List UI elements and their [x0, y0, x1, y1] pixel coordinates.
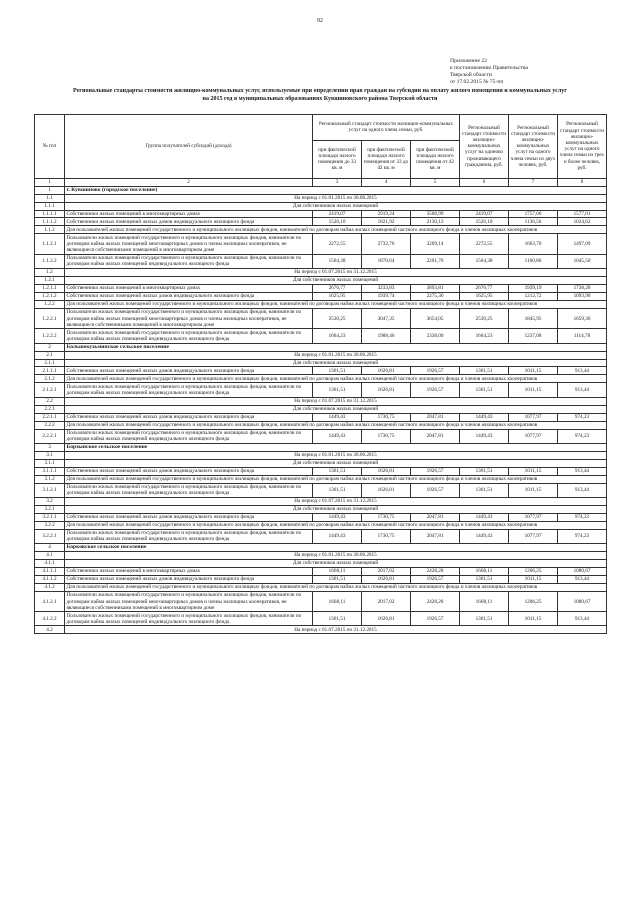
- header-col8: Региональный стандарт стоимости жилищно-коммунальных услуг на одного члена семьи из трех и более человек, руб.: [558, 115, 607, 179]
- period-row: [35, 626, 607, 634]
- header-col6: Региональный стандарт стоимости жилищно-коммунальных услуг на одиноко проживающего гражданина, руб.: [460, 115, 509, 179]
- value-cell: 1449,43: [313, 529, 362, 543]
- table-row: [35, 483, 607, 497]
- document-title: [40, 87, 600, 103]
- value-cell: 1564,38: [313, 254, 362, 268]
- value-cell: 2130,12: [411, 218, 460, 226]
- header-standard-span: Региональный стандарт стоимости жилищно-коммунальных услуг на одного члена семьи, руб.: [313, 115, 460, 141]
- value-cell: 1011,15: [509, 575, 558, 583]
- period-row: [35, 451, 607, 459]
- row-number: 3.1.1.1: [35, 467, 65, 475]
- group-label: Собственники жилых помещений жилых домов индивидуального жилищного фонда: [65, 513, 313, 521]
- row-number: 2.1.2.1: [35, 383, 65, 397]
- period-label: На период с 01.07.2015 по 31.12.2015: [65, 626, 607, 634]
- period-label: На период с 01.01.2015 по 30.06.2015: [65, 451, 607, 459]
- category-row: [35, 521, 607, 529]
- row-number: 3.1.2.1: [35, 483, 65, 497]
- row-number: 2.1: [35, 351, 65, 359]
- period-label: Для собственников жилых помещений: [65, 277, 607, 285]
- section-title: Борковское сельское поселение: [65, 544, 607, 552]
- value-cell: 1077,97: [509, 513, 558, 521]
- column-number: 3: [313, 178, 362, 186]
- value-cell: 1659,36: [558, 308, 607, 328]
- group-label: Собственники жилых помещений жилых домов индивидуального жилищного фонда: [65, 218, 313, 226]
- group-label: Собственники жилых помещений жилых домов индивидуального жилищного фонда: [65, 467, 313, 475]
- value-cell: 2338,00: [411, 329, 460, 343]
- period-row: [35, 351, 607, 359]
- standards-table: [34, 114, 607, 634]
- value-cell: 1926,57: [411, 383, 460, 397]
- value-cell: 1361,51: [313, 575, 362, 583]
- header-sub3: при фактической площади жилого помещения от 42 кв. м: [411, 140, 460, 178]
- value-cell: 1080,67: [558, 591, 607, 611]
- period-label: Для собственников жилых помещений: [65, 405, 607, 413]
- period-label: На период с 01.01.2015 по 30.06.2015: [65, 351, 607, 359]
- value-cell: 1664,23: [460, 329, 509, 343]
- value-cell: 1926,57: [411, 483, 460, 497]
- value-cell: 2732,76: [362, 234, 411, 254]
- value-cell: 1449,43: [460, 529, 509, 543]
- row-number: 2.1.1.1: [35, 367, 65, 375]
- category-row: [35, 475, 607, 483]
- value-cell: 1845,95: [509, 308, 558, 328]
- value-cell: 1011,15: [509, 367, 558, 375]
- row-number: 2.2.1: [35, 405, 65, 413]
- value-cell: 3233,83: [362, 285, 411, 293]
- row-number: 1.1.1.2: [35, 218, 65, 226]
- value-cell: 1757,00: [509, 210, 558, 218]
- value-cell: 1626,81: [362, 483, 411, 497]
- header-row: [35, 115, 607, 141]
- value-cell: 974,23: [558, 413, 607, 421]
- approval-block: [450, 58, 610, 86]
- value-cell: 3654,05: [411, 308, 460, 328]
- header-num: № п/п: [35, 115, 65, 179]
- period-row: [35, 497, 607, 505]
- group-label: Собственники жилых помещений жилых домов индивидуального жилищного фонда: [65, 292, 313, 300]
- row-number: 1.1.2.2: [35, 254, 65, 268]
- table-row: [35, 218, 607, 226]
- value-cell: 1011,15: [509, 483, 558, 497]
- row-number: 2.2.2: [35, 421, 65, 429]
- value-cell: 1045,50: [558, 254, 607, 268]
- table-row: [35, 575, 607, 583]
- row-number: 1.1.1.1: [35, 210, 65, 218]
- value-cell: 913,44: [558, 612, 607, 626]
- period-row: [35, 194, 607, 202]
- row-number: 3.2.1.1: [35, 513, 65, 521]
- row-number: 2.1.2: [35, 375, 65, 383]
- value-cell: 2428,28: [411, 591, 460, 611]
- value-cell: 1449,43: [313, 513, 362, 521]
- category-label: Для пользователей жилых помещений государственного и муниципального жилищных фондов, нанимателей по договорам найма жилых помещений частного жилищного фонда и членов жилищных кооперативов: [65, 226, 607, 234]
- period-label: На период с 01.07.2015 по 31.12.2015: [65, 269, 607, 277]
- value-cell: 1449,43: [313, 413, 362, 421]
- period-label: На период с 01.07.2015 по 31.12.2015: [65, 397, 607, 405]
- value-cell: 1237,08: [509, 329, 558, 343]
- table-row: [35, 329, 607, 343]
- value-cell: 2419,07: [460, 210, 509, 218]
- table-row: [35, 234, 607, 254]
- category-row: [35, 583, 607, 591]
- value-cell: 3047,35: [362, 308, 411, 328]
- table-row: [35, 383, 607, 397]
- table-row: [35, 367, 607, 375]
- value-cell: 1361,51: [460, 575, 509, 583]
- value-cell: 1080,67: [558, 567, 607, 575]
- value-cell: 1077,97: [509, 413, 558, 421]
- value-cell: 2428,28: [411, 567, 460, 575]
- period-row: [35, 459, 607, 467]
- value-cell: 1526,10: [460, 218, 509, 226]
- title-line: Региональные стандарты стоимости жилищно-коммунальных услуг, используемые при определении прав граждан на субсидии на оплату жилого помещения и коммунальных услуг: [73, 88, 567, 94]
- group-label: Собственники жилых помещений в многоквартирных домах: [65, 210, 313, 218]
- row-number: 1.2: [35, 269, 65, 277]
- value-cell: 974,23: [558, 529, 607, 543]
- row-number: 2.2.2.1: [35, 429, 65, 443]
- row-number: 4.1: [35, 551, 65, 559]
- group-label: Пользователи жилых помещений государственного и муниципального жилищных фондов, наниматели по договорам найма жилых помещений индивидуального жилищного фонда: [65, 254, 313, 268]
- row-number: 3.2.2: [35, 521, 65, 529]
- row-number: 1.2.1.1: [35, 285, 65, 293]
- group-label: Пользователи жилых помещений государственного и муниципального жилищных фондов, наниматели по договорам найма жилых помещений многоквартирных домов и члены жилищных кооперативов, не являющиеся собственниками помещений в многоквартирном доме: [65, 591, 313, 611]
- value-cell: 1449,43: [460, 513, 509, 521]
- row-number: 2.2: [35, 397, 65, 405]
- value-cell: 1625,95: [313, 292, 362, 300]
- value-cell: 1011,15: [509, 612, 558, 626]
- section-row: [35, 443, 607, 451]
- column-number: 1: [35, 178, 65, 186]
- period-label: На период с 01.01.2015 по 30.06.2015: [65, 551, 607, 559]
- approval-line: Тверской области: [450, 72, 492, 78]
- period-row: [35, 359, 607, 367]
- table-row: [35, 254, 607, 268]
- period-label: Для собственников жилых помещений: [65, 359, 607, 367]
- period-row: [35, 202, 607, 210]
- table-row: [35, 567, 607, 575]
- value-cell: 913,44: [558, 467, 607, 475]
- row-number: 2.1.1: [35, 359, 65, 367]
- category-label: Для пользователей жилых помещений государственного и муниципального жилищных фондов, нанимателей по договорам найма жилых помещений частного жилищного фонда и членов жилищных кооперативов: [65, 421, 607, 429]
- column-numbers-row: [35, 178, 607, 186]
- value-cell: 1738,28: [558, 285, 607, 293]
- group-label: Собственники жилых помещений жилых домов индивидуального жилищного фонда: [65, 367, 313, 375]
- row-number: 4.2: [35, 626, 65, 634]
- group-label: Пользователи жилых помещений государственного и муниципального жилищных фондов, наниматели по договорам найма жилых помещений индивидуального жилищного фонда: [65, 383, 313, 397]
- table-row: [35, 413, 607, 421]
- value-cell: 2275,36: [411, 292, 460, 300]
- value-cell: 1926,57: [411, 467, 460, 475]
- row-number: 3.2.1: [35, 505, 65, 513]
- value-cell: 2419,07: [313, 210, 362, 218]
- group-label: Собственники жилых помещений жилых домов индивидуального жилищного фонда: [65, 575, 313, 583]
- value-cell: 1160,86: [509, 254, 558, 268]
- group-label: Пользователи жилых помещений государственного и муниципального жилищных фондов, наниматели по договорам найма жилых помещений индивидуального жилищного фонда: [65, 429, 313, 443]
- header-group: Группа получателей субсидий (дохода): [65, 115, 313, 179]
- group-label: Пользователи жилых помещений государственного и муниципального жилищных фондов, наниматели по договорам найма жилых помещений индивидуального жилищного фонда: [65, 483, 313, 497]
- row-number: 1.2.2: [35, 300, 65, 308]
- value-cell: 3893,81: [411, 285, 460, 293]
- row-number: 4: [35, 544, 65, 552]
- value-cell: 1361,51: [460, 483, 509, 497]
- value-cell: 2201,76: [411, 254, 460, 268]
- period-label: На период с 01.01.2015 по 30.06.2015: [65, 194, 607, 202]
- value-cell: 1625,95: [460, 292, 509, 300]
- value-cell: 1212,72: [509, 292, 558, 300]
- header-sub2: при фактической площади жилого помещения от 33 до 42 кв. м: [362, 140, 411, 178]
- value-cell: 1939,74: [362, 292, 411, 300]
- section-row: [35, 186, 607, 194]
- table-row: [35, 285, 607, 293]
- section-title: Борзынское сельское поселение: [65, 443, 607, 451]
- value-cell: 1093,90: [558, 292, 607, 300]
- value-cell: 3269,14: [411, 234, 460, 254]
- group-label: Пользователи жилых помещений государственного и муниципального жилищных фондов, наниматели по договорам найма жилых помещений многоквартирных домов и члены жилищных кооперативов, не являющиеся собственниками помещений в многоквартирном доме: [65, 308, 313, 328]
- value-cell: 1870,64: [362, 254, 411, 268]
- table-row: [35, 210, 607, 218]
- table-body: [35, 186, 607, 634]
- row-number: 4.1.1.2: [35, 575, 65, 583]
- group-label: Собственники жилых помещений в многоквартирных домах: [65, 567, 313, 575]
- value-cell: 1730,75: [362, 529, 411, 543]
- row-number: 1.2.2.1: [35, 308, 65, 328]
- row-number: 2.2.1.1: [35, 413, 65, 421]
- value-cell: 2017,02: [362, 567, 411, 575]
- category-row: [35, 421, 607, 429]
- value-cell: 2676,77: [313, 285, 362, 293]
- section-title: г. Кувшиново (городское поселение): [65, 186, 607, 194]
- value-cell: 2047,81: [411, 429, 460, 443]
- value-cell: 1730,75: [362, 429, 411, 443]
- value-cell: 2017,02: [362, 591, 411, 611]
- value-cell: 1206,25: [509, 591, 558, 611]
- row-number: 2: [35, 343, 65, 351]
- table-row: [35, 591, 607, 611]
- table-row: [35, 429, 607, 443]
- category-label: Для пользователей жилых помещений государственного и муниципального жилищных фондов, нанимателей по договорам найма жилых помещений частного жилищного фонда и членов жилищных кооперативов: [65, 300, 607, 308]
- group-label: Собственники жилых помещений в многоквартирных домах: [65, 285, 313, 293]
- value-cell: 1668,11: [460, 567, 509, 575]
- period-row: [35, 405, 607, 413]
- value-cell: 2530,25: [460, 308, 509, 328]
- group-label: Собственники жилых помещений жилых домов индивидуального жилищного фонда: [65, 413, 313, 421]
- value-cell: 1361,51: [460, 367, 509, 375]
- column-number: 7: [509, 178, 558, 186]
- row-number: 4.1.1: [35, 559, 65, 567]
- value-cell: 2272,55: [313, 234, 362, 254]
- value-cell: 2272,55: [460, 234, 509, 254]
- value-cell: 1668,11: [313, 591, 362, 611]
- row-number: 3: [35, 443, 65, 451]
- row-number: 1.1.2.1: [35, 234, 65, 254]
- value-cell: 2676,77: [460, 285, 509, 293]
- title-line: на 2015 год в муниципальных образованиях Кувшиновского района Тверской области: [202, 96, 438, 102]
- table-row: [35, 612, 607, 626]
- value-cell: 1114,78: [558, 329, 607, 343]
- row-number: 1.2.1.2: [35, 292, 65, 300]
- table-row: [35, 529, 607, 543]
- value-cell: 1730,75: [362, 513, 411, 521]
- period-label: Для собственников жилых помещений: [65, 559, 607, 567]
- value-cell: 1664,23: [313, 329, 362, 343]
- period-row: [35, 397, 607, 405]
- row-number: 3.1.1: [35, 459, 65, 467]
- value-cell: 1926,57: [411, 575, 460, 583]
- period-row: [35, 551, 607, 559]
- value-cell: 1730,75: [362, 413, 411, 421]
- section-row: [35, 544, 607, 552]
- column-number: 5: [411, 178, 460, 186]
- value-cell: 1926,57: [411, 367, 460, 375]
- value-cell: 2530,25: [313, 308, 362, 328]
- approval-line: от 17.02.2015 № 75-пп: [450, 79, 504, 85]
- value-cell: 1526,10: [313, 218, 362, 226]
- category-label: Для пользователей жилых помещений государственного и муниципального жилищных фондов, нанимателей по договорам найма жилых помещений частного жилищного фонда и членов жилищных кооперативов: [65, 475, 607, 483]
- value-cell: 1206,25: [509, 567, 558, 575]
- value-cell: 1361,51: [313, 467, 362, 475]
- header-col7: Региональный стандарт стоимости жилищно-коммунальных услуг на одного члена семьи из двух человек, руб.: [509, 115, 558, 179]
- value-cell: 974,23: [558, 513, 607, 521]
- value-cell: 1077,97: [509, 429, 558, 443]
- table-row: [35, 513, 607, 521]
- value-cell: 1136,50: [509, 218, 558, 226]
- row-number: 4.1.2: [35, 583, 65, 591]
- value-cell: 913,44: [558, 367, 607, 375]
- row-number: 1.1: [35, 194, 65, 202]
- table-row: [35, 467, 607, 475]
- section-title: Большекузьминское сельское поселение: [65, 343, 607, 351]
- page-number: 92: [317, 18, 323, 24]
- value-cell: 1011,15: [509, 467, 558, 475]
- row-number: 3.2.2.1: [35, 529, 65, 543]
- value-cell: 974,23: [558, 429, 607, 443]
- value-cell: 1668,11: [460, 591, 509, 611]
- category-row: [35, 226, 607, 234]
- row-number: 1: [35, 186, 65, 194]
- table-row: [35, 292, 607, 300]
- period-label: Для собственников жилых помещений: [65, 505, 607, 513]
- row-number: 4.1.1.1: [35, 567, 65, 575]
- value-cell: 1663,70: [509, 234, 558, 254]
- value-cell: 1361,51: [313, 483, 362, 497]
- value-cell: 2047,81: [411, 413, 460, 421]
- value-cell: 1626,81: [362, 612, 411, 626]
- value-cell: 1361,51: [460, 383, 509, 397]
- row-number: 3.2: [35, 497, 65, 505]
- column-number: 4: [362, 178, 411, 186]
- value-cell: 2047,81: [411, 529, 460, 543]
- period-row: [35, 277, 607, 285]
- value-cell: 2047,81: [411, 513, 460, 521]
- value-cell: 1449,43: [460, 413, 509, 421]
- row-number: 1.2.1: [35, 277, 65, 285]
- column-number: 2: [65, 178, 313, 186]
- value-cell: 1626,81: [362, 367, 411, 375]
- table-row: [35, 308, 607, 328]
- value-cell: 1361,51: [313, 367, 362, 375]
- period-row: [35, 269, 607, 277]
- value-cell: 2919,24: [362, 210, 411, 218]
- value-cell: 1361,51: [460, 467, 509, 475]
- value-cell: 1361,51: [460, 612, 509, 626]
- value-cell: 1449,43: [313, 429, 362, 443]
- value-cell: 1361,51: [313, 383, 362, 397]
- category-label: Для пользователей жилых помещений государственного и муниципального жилищных фондов, нанимателей по договорам найма жилых помещений частного жилищного фонда и членов жилищных кооперативов: [65, 375, 607, 383]
- approval-line: к постановлению Правительства: [450, 65, 528, 71]
- section-row: [35, 343, 607, 351]
- value-cell: 1577,01: [558, 210, 607, 218]
- period-label: Для собственников жилых помещений: [65, 202, 607, 210]
- value-cell: 1626,81: [362, 575, 411, 583]
- value-cell: 1821,92: [362, 218, 411, 226]
- group-label: Пользователи жилых помещений государственного и муниципального жилищных фондов, наниматели по договорам найма жилых помещений индивидуального жилищного фонда: [65, 612, 313, 626]
- value-cell: 1626,81: [362, 467, 411, 475]
- row-number: 1.2.2.2: [35, 329, 65, 343]
- value-cell: 1564,38: [460, 254, 509, 268]
- category-row: [35, 300, 607, 308]
- value-cell: 1011,15: [509, 383, 558, 397]
- approval-line: Приложение 22: [450, 58, 488, 64]
- value-cell: 1668,11: [313, 567, 362, 575]
- row-number: 1.1.1: [35, 202, 65, 210]
- value-cell: 913,44: [558, 575, 607, 583]
- category-row: [35, 375, 607, 383]
- group-label: Пользователи жилых помещений государственного и муниципального жилищных фондов, наниматели по договорам найма жилых помещений индивидуального жилищного фонда: [65, 329, 313, 343]
- group-label: Пользователи жилых помещений государственного и муниципального жилищных фондов, наниматели по договорам найма жилых помещений многоквартирных домов и члены жилищных кооперативов, не являющиеся собственниками помещений в многоквартирном доме: [65, 234, 313, 254]
- period-label: Для собственников жилых помещений: [65, 459, 607, 467]
- row-number: 3.1: [35, 451, 65, 459]
- value-cell: 1361,51: [313, 612, 362, 626]
- column-number: 8: [558, 178, 607, 186]
- value-cell: 1939,19: [509, 285, 558, 293]
- row-number: 1.1.2: [35, 226, 65, 234]
- category-label: Для пользователей жилых помещений государственного и муниципального жилищных фондов, нанимателей по договорам найма жилых помещений частного жилищного фонда и членов жилищных кооперативов: [65, 521, 607, 529]
- category-label: Для пользователей жилых помещений государственного и муниципального жилищных фондов, нанимателей по договорам найма жилых помещений частного жилищного фонда и членов жилищных кооперативов: [65, 583, 607, 591]
- value-cell: 1626,81: [362, 383, 411, 397]
- row-number: 4.1.2.2: [35, 612, 65, 626]
- period-row: [35, 559, 607, 567]
- value-cell: 1926,57: [411, 612, 460, 626]
- group-label: Пользователи жилых помещений государственного и муниципального жилищных фондов, наниматели по договорам найма жилых помещений индивидуального жилищного фонда: [65, 529, 313, 543]
- value-cell: 3508,99: [411, 210, 460, 218]
- column-number: 6: [460, 178, 509, 186]
- value-cell: 1497,09: [558, 234, 607, 254]
- header-sub1: при фактической площади жилого помещения до 33 кв. м: [313, 140, 362, 178]
- value-cell: 1024,62: [558, 218, 607, 226]
- period-label: На период с 01.07.2015 по 31.12.2015: [65, 497, 607, 505]
- value-cell: 1449,43: [460, 429, 509, 443]
- period-row: [35, 505, 607, 513]
- row-number: 3.1.2: [35, 475, 65, 483]
- row-number: 4.1.2.1: [35, 591, 65, 611]
- value-cell: 1077,97: [509, 529, 558, 543]
- value-cell: 913,44: [558, 483, 607, 497]
- value-cell: 1988,46: [362, 329, 411, 343]
- value-cell: 913,44: [558, 383, 607, 397]
